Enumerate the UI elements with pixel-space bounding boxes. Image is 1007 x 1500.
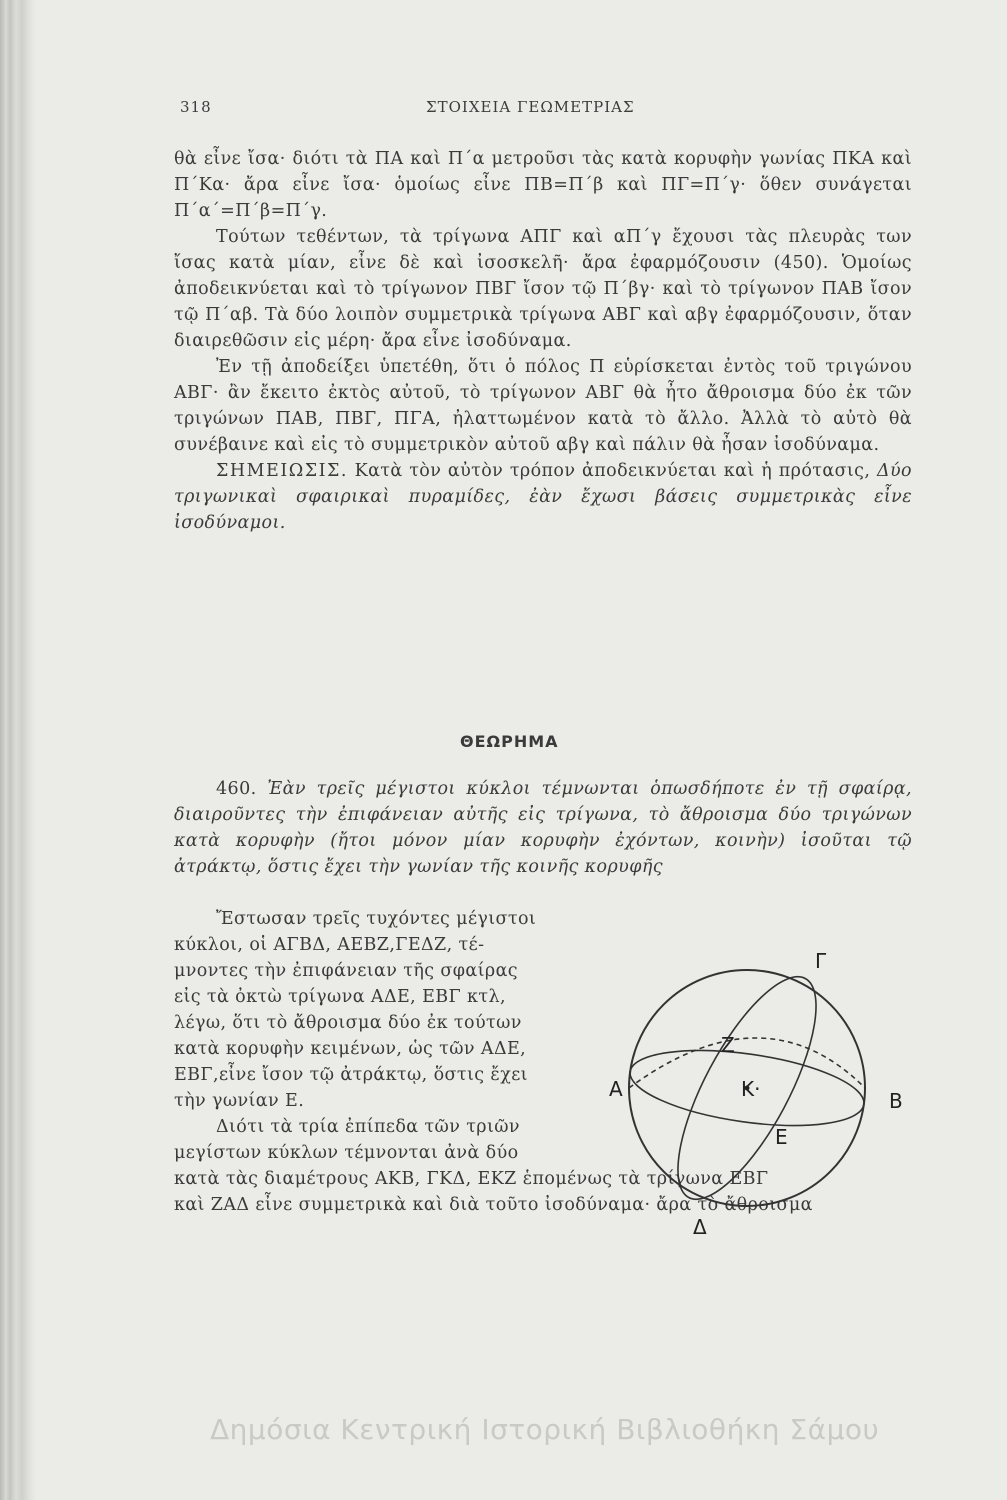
proof-line: μνοντες τὴν ἐπιφάνειαν τῆς σφαίρας [174, 961, 518, 981]
proof-line: λέγω, ὅτι τὸ ἄθροισμα δύο ἐκ τούτων [174, 1013, 522, 1033]
paragraph-3: Ἐν τῇ ἀποδείξει ὑπετέθη, ὅτι ὁ πόλος Π εὑρίσκεται ἐντὸς τοῦ τριγώνου ΑΒΓ· ἂν ἔκειτο ἐκτὸς αὐτοῦ, τὸ τρίγωνον ΑΒΓ θὰ ἦτο ἄθροισμα δύο ἐκ τῶν τριγώνων ΠΑΒ, ΠΒΓ, ΠΓΑ, ἠλαττωμένον κατὰ τὸ ἄλλο. Ἀλλὰ τὸ αὐτὸ θὰ συνέβαινε καὶ εἰς τὸ συμμετρικὸν αὐτοῦ αβγ καὶ πάλιν θὰ ἦσαν ἰσοδύναμα. [174, 357, 912, 455]
proof-line: ΕΒΓ,εἶνε ἴσον τῷ ἀτράκτῳ, ὅστις ἔχει [174, 1065, 528, 1085]
paragraph-2: Τούτων τεθέντων, τὰ τρίγωνα ΑΠΓ καὶ αΠ΄γ ἔχουσι τὰς πλευρὰς των ἴσας κατὰ μίαν, εἶνε δὲ καὶ ἰσοσκελῆ· ἄρα ἐφαρμόζουσιν (450). Ὁμοίως ἀποδεικνύεται καὶ τὸ τρίγωνον ΠΒΓ ἴσον τῷ Π΄βγ· καὶ τὸ τρίγωνον ΠΑΒ ἴσον τῷ Π΄αβ. Τὰ δύο λοιπὸν συμμετρικὰ τρίγωνα ΑΒΓ καὶ αβγ ἐφαρμόζουσιν, ὅταν διαιρεθῶσιν εἰς μέρη· ἄρα εἶνε ἰσοδύναμα. [174, 227, 912, 351]
page-stack-edge [0, 0, 36, 1500]
theorem-heading: ΘΕΩΡΗΜΑ [460, 732, 559, 751]
final-line: καὶ ΖΑΔ εἶνε συμμετρικὰ καὶ διὰ τοῦτο ἰσοδύναμα· ἄρα τὸ ἄθροισμα [174, 1195, 813, 1215]
proof-line: Διότι τὰ τρία ἐπίπεδα τῶν τριῶν [216, 1117, 520, 1137]
proof-line: κατὰ κορυφὴν κειμένων, ὡς τῶν ΑΔΕ, [174, 1039, 527, 1059]
theorem-text: Ἐὰν τρεῖς μέγιστοι κύκλοι τέμνωνται ὁπωσδήποτε ἐν τῇ σφαίρᾳ, διαιροῦντες τὴν ἐπιφάνειαν αὐτῆς εἰς τρίγωνα, τὸ ἄθροισμα δύο τριγώνων κατὰ κορυφὴν (ἤτοι μόνον μίαν κορυφὴν ἐχόντων, κοινὴν) ἰσοῦται τῷ ἀτράκτῳ, ὅστις ἔχει τὴν γωνίαν τῆς κοινῆς κορυφῆς [174, 779, 912, 877]
label-gamma: Γ [815, 949, 827, 973]
theorem-block [174, 776, 912, 880]
remark [174, 458, 912, 536]
proof-line: μεγίστων κύκλων τέμνονται ἀνὰ δύο [174, 1143, 519, 1163]
remark-text: Κατὰ τὸν αὐτὸν τρόπον ἀποδεικνύεται καὶ ἡ πρότασις, [354, 461, 871, 481]
theorem-statement [174, 776, 912, 880]
page-number: 318 [180, 98, 212, 116]
sphere-figure [595, 948, 920, 1238]
page-header [180, 98, 912, 122]
remark-label: ΣΗΜΕΙΩΣΙΣ. [216, 461, 348, 481]
proof-line: κύκλοι, οἱ ΑΓΒΔ, ΑΕΒΖ,ΓΕΔΖ, τέ- [174, 935, 485, 955]
running-head: ΣΤΟΙΧΕΙΑ ΓΕΩΜΕΤΡΙΑΣ [426, 98, 635, 116]
label-zeta: Ζ [721, 1033, 735, 1057]
proof-line: Ἔστωσαν τρεῖς τυχόντες μέγιστοι [216, 909, 537, 929]
paragraph-1: θὰ εἶνε ἴσα· διότι τὰ ΠΑ καὶ Π΄α μετροῦσι τὰς κατὰ κορυφὴν γωνίας ΠΚΑ καὶ Π΄Κα· ἄρα εἶνε ἴσα· ὁμοίως εἶνε ΠΒ=Π΄β καὶ ΠΓ=Π΄γ· ὅθεν συνάγεται Π΄α΄=Π΄β=Π΄γ. [174, 149, 912, 221]
proof-column [174, 906, 592, 1166]
proof-line: τὴν γωνίαν Ε. [174, 1091, 305, 1111]
label-delta: Δ [693, 1215, 707, 1238]
library-watermark: Δημόσια Κεντρική Ιστορική Βιβλιοθήκη Σάμου [210, 1413, 880, 1446]
proof-line: εἰς τὰ ὀκτὼ τρίγωνα ΑΔΕ, ΕΒΓ κτλ, [174, 987, 506, 1007]
label-epsilon: Ε [775, 1125, 788, 1149]
label-alpha: Α [609, 1077, 623, 1101]
text-block-top [174, 146, 912, 536]
theorem-number: 460. [216, 779, 257, 799]
sphere-diagram [595, 948, 920, 1238]
label-beta: Β [889, 1089, 903, 1113]
final-line: κατὰ τὰς διαμέτρους ΑΚΒ, ΓΚΔ, ΕΚΖ ἑπομένως τὰ τρίγωνα ΕΒΓ [174, 1169, 769, 1189]
remark-italic: Δύο τριγωνικαὶ σφαιρικαὶ πυραμίδες, ἐὰν ἔχωσι βάσεις συμμετρικὰς εἶνε ἰσοδύναμοι. [174, 461, 912, 533]
label-kappa: Κ· [741, 1077, 761, 1101]
